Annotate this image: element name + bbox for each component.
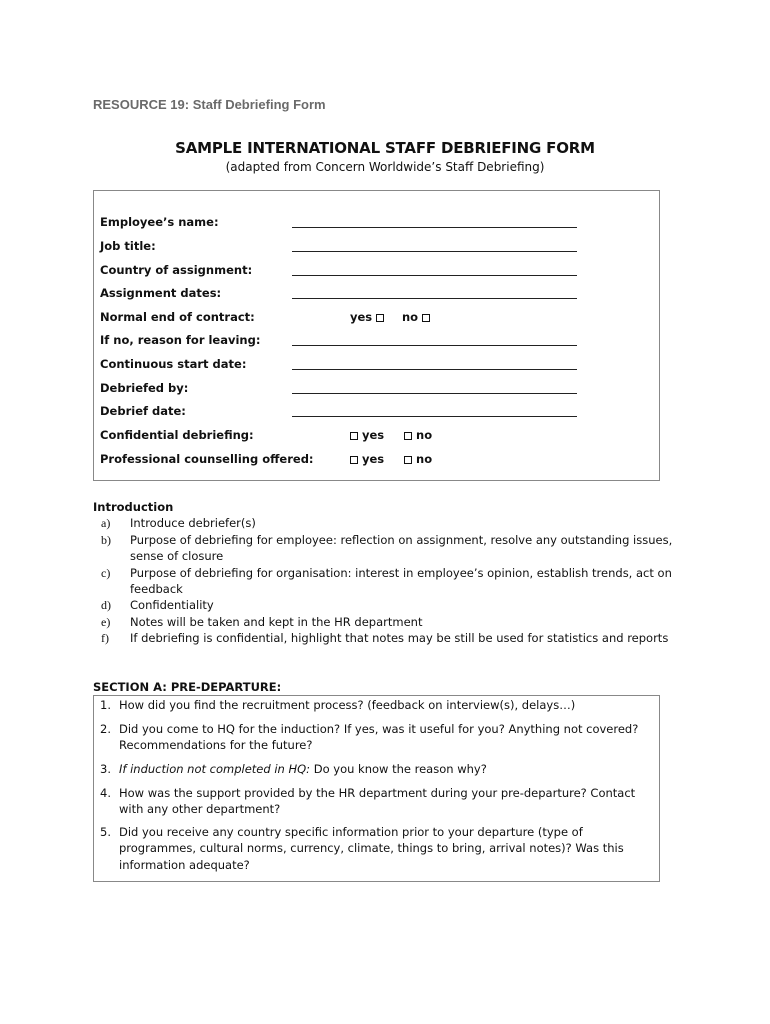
counselling-yes-option[interactable]	[350, 452, 384, 466]
question-item	[100, 721, 650, 754]
list-item	[93, 532, 690, 565]
section-a-box	[93, 695, 660, 882]
list-marker: d)	[101, 598, 111, 613]
resource-heading: RESOURCE 19: Staff Debriefing Form	[93, 97, 326, 112]
checkbox-icon[interactable]	[422, 314, 430, 322]
field-employee-name	[100, 215, 580, 233]
checkbox-icon[interactable]	[404, 432, 412, 440]
section-a-heading	[93, 679, 281, 695]
start-date-input-line[interactable]	[292, 369, 577, 370]
employee-name-input-line[interactable]	[292, 227, 577, 228]
normal-end-no-option[interactable]	[402, 310, 430, 324]
question-text: How did you find the recruitment process? (feedback on interview(s), delays…)	[119, 698, 576, 712]
choice-label: yes	[362, 428, 385, 442]
field-start-date	[100, 357, 580, 375]
counselling-no-option[interactable]	[404, 452, 432, 466]
question-number: 3.	[100, 762, 111, 776]
field-confidential	[100, 428, 580, 446]
question-number: 5.	[100, 825, 111, 839]
field-normal-end	[100, 310, 580, 328]
list-text: Purpose of debriefing for employee: reflection on assignment, resolve any outstanding issues, sense of closure	[130, 532, 673, 564]
reason-input-line[interactable]	[292, 345, 577, 346]
field-label: Professional counselling offered:	[100, 452, 314, 466]
field-label: Debriefed by:	[100, 381, 189, 395]
field-label: If no, reason for leaving:	[100, 333, 261, 347]
field-country	[100, 263, 580, 281]
list-item	[93, 565, 690, 598]
field-label: Job title:	[100, 239, 156, 253]
question-text: Did you receive any country specific information prior to your departure (type of programmes, cultural norms, currency, climate, things to bring, arrival notes)? Was this information adequate?	[119, 825, 624, 872]
choice-label: no	[416, 452, 433, 466]
question-number: 4.	[100, 786, 111, 800]
confidential-no-option[interactable]	[404, 428, 432, 442]
list-item	[93, 614, 690, 630]
field-label: Country of assignment:	[100, 263, 253, 277]
list-marker: a)	[101, 516, 111, 531]
list-item	[93, 597, 690, 613]
choice-label: no	[416, 428, 433, 442]
field-debrief-date	[100, 404, 580, 422]
field-debriefed-by	[100, 381, 580, 399]
list-item	[93, 630, 690, 646]
question-number: 2.	[100, 722, 111, 736]
checkbox-icon[interactable]	[350, 432, 358, 440]
section-a-title: SECTION A: PRE-DEPARTURE:	[93, 680, 282, 694]
list-text: Introduce debriefer(s)	[130, 516, 256, 531]
choice-label: no	[402, 310, 419, 324]
debriefed-by-input-line[interactable]	[292, 393, 577, 394]
field-reason	[100, 333, 580, 351]
field-label: Normal end of contract:	[100, 310, 255, 324]
list-item	[93, 515, 690, 531]
list-marker: f)	[101, 631, 109, 646]
list-text: Notes will be taken and kept in the HR department	[130, 614, 423, 629]
question-text: How was the support provided by the HR department during your pre-departure? Contact with any other department?	[119, 786, 636, 817]
list-marker: e)	[101, 614, 111, 629]
field-counselling	[100, 452, 580, 470]
question-text	[100, 761, 650, 777]
field-label: Continuous start date:	[100, 357, 247, 371]
question-item	[100, 761, 650, 777]
list-text: If debriefing is confidential, highlight that notes may be still be used for statistics and reports	[130, 631, 669, 646]
list-marker: b)	[101, 532, 111, 547]
form-subtitle: (adapted from Concern Worldwide’s Staff Debriefing)	[225, 160, 545, 174]
question-item	[100, 697, 650, 713]
field-assignment-dates	[100, 286, 580, 304]
field-label: Confidential debriefing:	[100, 428, 254, 442]
field-job-title	[100, 239, 580, 257]
introduction-list	[93, 515, 690, 646]
list-marker: c)	[101, 565, 111, 580]
checkbox-icon[interactable]	[350, 456, 358, 464]
job-title-input-line[interactable]	[292, 251, 577, 252]
question-rest-text: Do you know the reason why?	[310, 762, 487, 776]
choice-label: yes	[362, 452, 385, 466]
field-label: Debrief date:	[100, 404, 186, 418]
question-text: Did you come to HQ for the induction? If yes, was it useful for you? Anything not covered? Recommendations for the future?	[119, 722, 639, 753]
form-title: SAMPLE INTERNATIONAL STAFF DEBRIEFING FORM	[175, 139, 595, 157]
list-text: Purpose of debriefing for organisation: interest in employee’s opinion, establish trends, act on feedback	[130, 565, 672, 597]
introduction-section	[93, 499, 690, 647]
debrief-date-input-line[interactable]	[292, 416, 577, 417]
assignment-dates-input-line[interactable]	[292, 298, 577, 299]
checkbox-icon[interactable]	[404, 456, 412, 464]
normal-end-yes-option[interactable]	[350, 310, 384, 324]
question-item	[100, 785, 650, 818]
checkbox-icon[interactable]	[376, 314, 384, 322]
confidential-yes-option[interactable]	[350, 428, 384, 442]
question-italic-text: If induction not completed in HQ:	[119, 762, 311, 776]
introduction-title: Introduction	[93, 500, 174, 514]
country-input-line[interactable]	[292, 275, 577, 276]
field-label: Employee’s name:	[100, 215, 219, 229]
choice-label: yes	[350, 310, 373, 324]
field-label: Assignment dates:	[100, 286, 222, 300]
question-number: 1.	[100, 698, 111, 712]
question-item	[100, 824, 650, 873]
list-text: Confidentiality	[130, 598, 214, 613]
